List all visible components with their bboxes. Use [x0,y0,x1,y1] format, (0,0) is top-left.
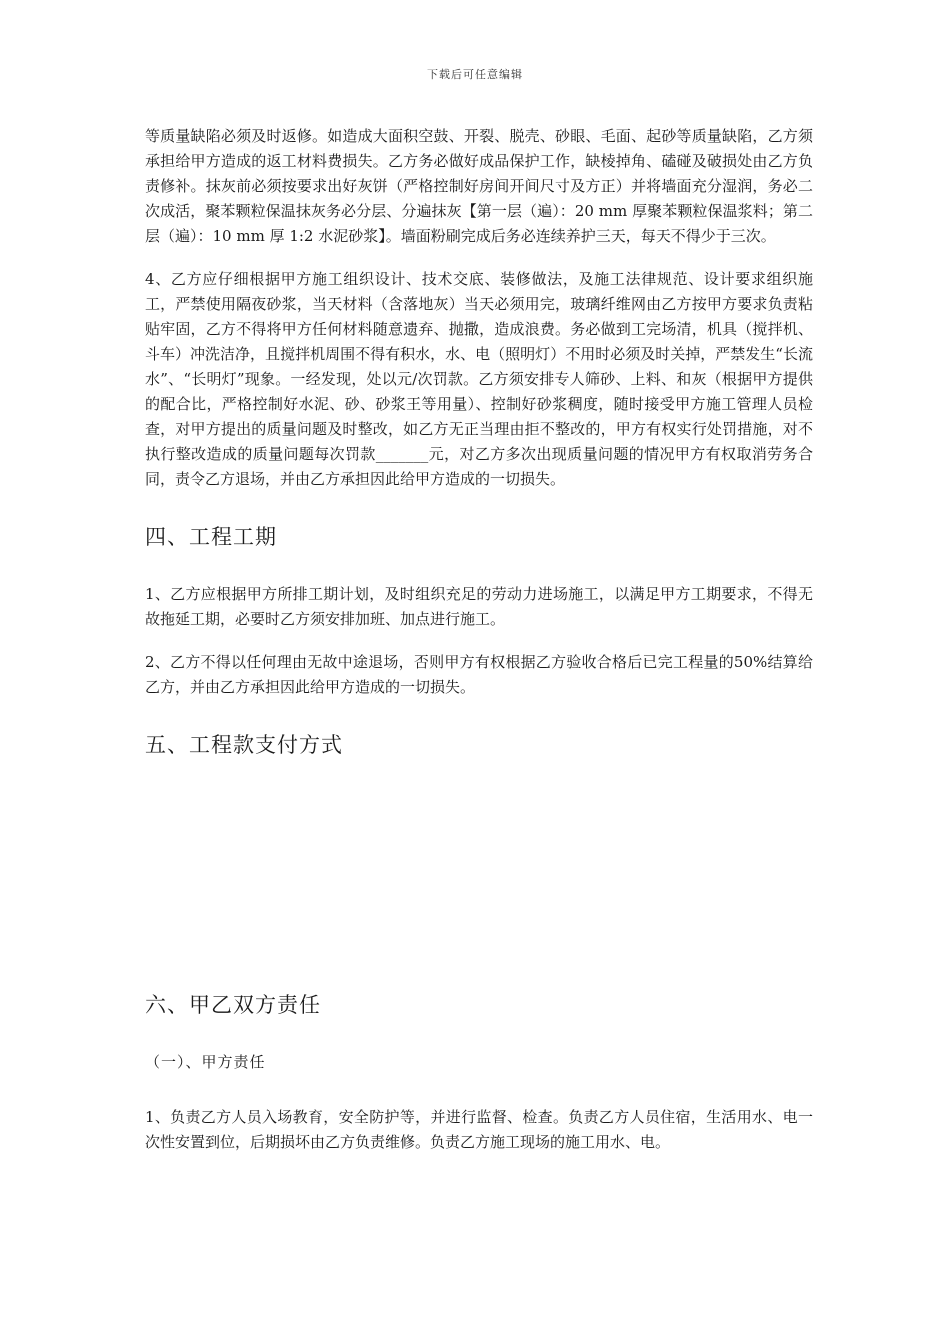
section-title-schedule: 四、工程工期 [145,525,277,549]
party-a-paragraph-1: 1、负责乙方人员入场教育，安全防护等，并进行监督、检查。负责乙方人员住宿，生活用水、电一次性安置到位，后期损坏由乙方负责维修。负责乙方施工现场的施工用水、电。 [145,1108,813,1151]
subsection-title-party-a: （一）、甲方责任 [145,1053,266,1071]
section-title-payment: 五、工程款支付方式 [145,733,343,757]
schedule-paragraph-1: 1、乙方应根据甲方所排工期计划，及时组织充足的劳动力进场施工，以满足甲方工期要求，不得无故拖延工期，必要时乙方须安排加班、加点进行施工。 [145,585,813,628]
section-title-responsibilities: 六、甲乙双方责任 [145,993,321,1017]
header-note: 下载后可任意编辑 [427,68,523,81]
paragraph-continued: 等质量缺陷必须及时返修。如造成大面积空鼓、开裂、脱壳、砂眼、毛面、起砂等质量缺陷，乙方须承担给甲方造成的返工材料费损失。乙方务必做好成品保护工作，缺棱掉角、磕碰及破损处由乙方负责修补。抹灰前必须按要求出好灰饼（严格控制好房间开间尺寸及方正）并将墙面充分湿润，务必二次成活，聚苯颗粒保温抹灰务必分层、分遍抹灰【第一层（遍）：20 mm 厚聚苯颗粒保温浆料；第二层（遍）：10 mm 厚 1:2 水泥砂浆】。墙面粉刷完成后务必连续养护三天，每天不得少于三次。 [145,127,813,245]
paragraph-item-4: 4、乙方应仔细根据甲方施工组织设计、技术交底、装修做法，及施工法律规范、设计要求组织施工，严禁使用隔夜砂浆，当天材料（含落地灰）当天必须用完，玻璃纤维网由乙方按甲方要求负责粘贴牢固，乙方不得将甲方任何材料随意遗弃、抛撒，造成浪费。务必做到工完场清，机具（搅拌机、斗车）冲洗洁净，且搅拌机周围不得有积水，水、电（照明灯）不用时必须及时关掉，严禁发生“长流水”、“长明灯”现象。一经发现，处以元/次罚款。乙方须安排专人筛砂、上料、和灰（根据甲方提供的配合比，严格控制好水泥、砂、砂浆王等用量）、控制好砂浆稠度，随时接受甲方施工管理人员检查，对甲方提出的质量问题及时整改，如乙方无正当理由拒不整改的，甲方有权实行处罚措施，对不执行整改造成的质量问题每次罚款_______元，对乙方多次出现质量问题的情况甲方有权取消劳务合同，责令乙方退场，并由乙方承担因此给甲方造成的一切损失。 [145,270,813,488]
document-body [145,124,813,1155]
schedule-paragraph-2: 2、乙方不得以任何理由无故中途退场，否则甲方有权根据乙方验收合格后已完工程量的50%结算给乙方，并由乙方承担因此给甲方造成的一切损失。 [145,653,813,696]
